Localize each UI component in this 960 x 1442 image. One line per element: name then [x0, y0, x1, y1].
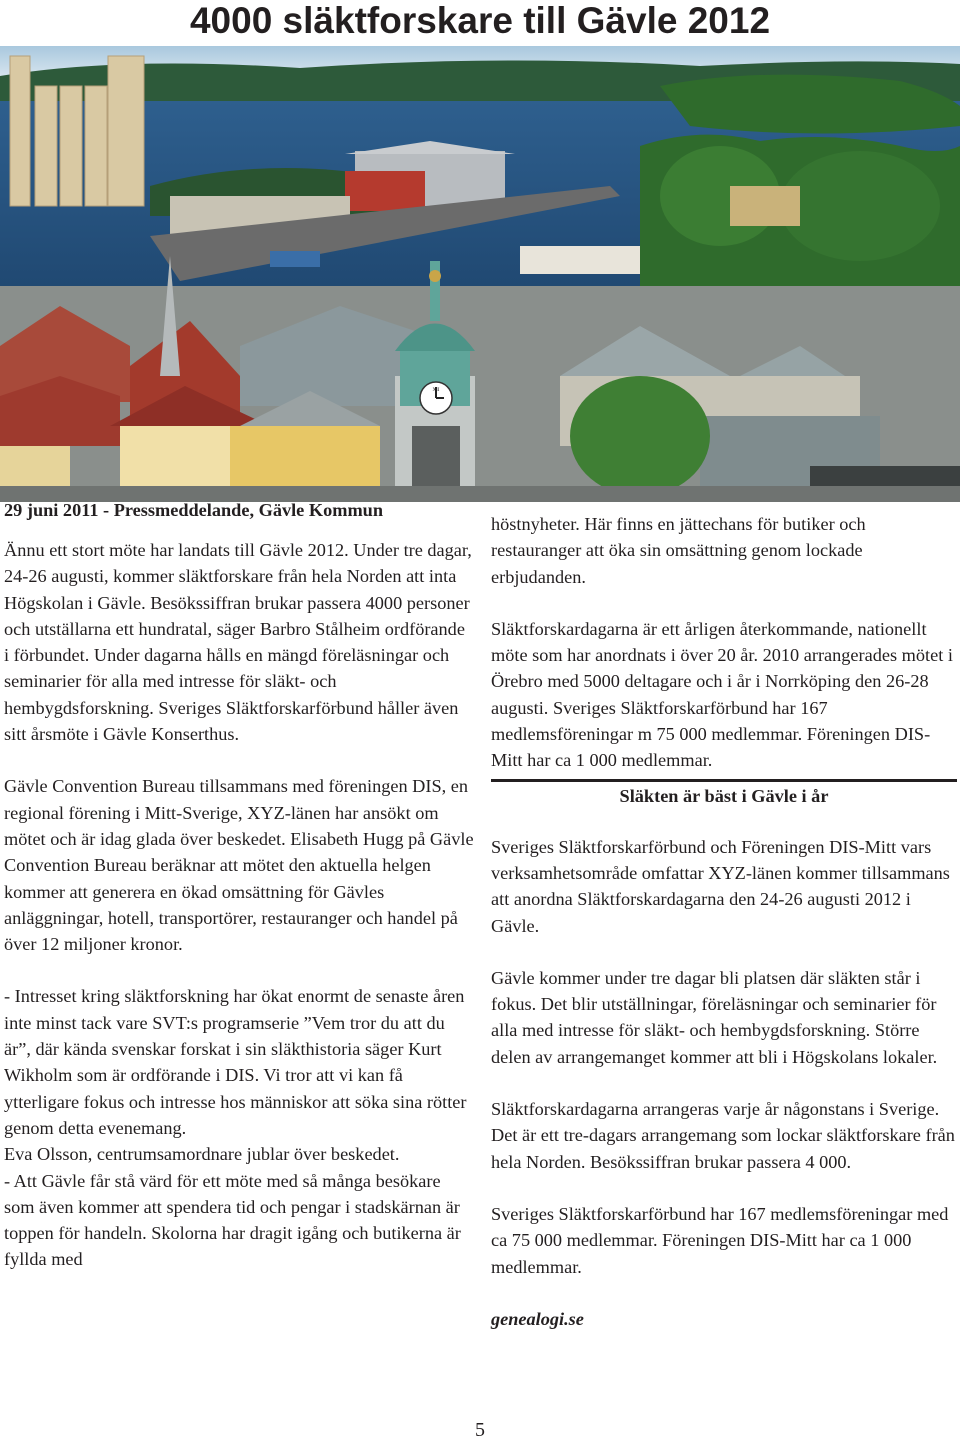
- right-column: [491, 511, 957, 1332]
- paragraph: - Att Gävle får stå värd för ett möte med så många besökare som även kommer att spendera tid och pengar i stadskärnan är toppen för handeln. Skolorna har dragit igång och butikerna är fyllda med: [4, 1170, 461, 1270]
- paragraph: höstnyheter. Här finns en jättechans för butiker och restauranger att öka sin omsättning genom lockade erbjudanden.: [491, 514, 866, 587]
- paragraph: Släktforskardagarna arrangeras varje år någonstans i Sverige. Det är ett tre-dagars arrangemang som lockar släktforskare från hela Norden. Besökssiffran brukar passera 4 000.: [491, 1099, 955, 1172]
- subheading: Släkten är bäst i Gävle i år: [491, 779, 957, 808]
- paragraph: - Intresset kring släktforskning har ökat enormt de senaste åren inte minst tack vare SVT:s programserie ”Vem tror du att du är”, där kända svenskar forskat i sin släkthistoria säger Kurt Wikholm som är ordförande i DIS. Vi tror att vi kan få ytterligare fokus och intresse hos människor att söka sina rötter genom detta evenemang.: [4, 986, 467, 1138]
- paragraph: Eva Olsson, centrumsamordnare jublar över beskedet.: [4, 1144, 400, 1165]
- paragraph: Gävle kommer under tre dagar bli platsen där släkten står i fokus. Det blir utställningar, föreläsningar och seminarier för alla med intresse för släkt- och hembygdsforskning. Större delen av arrangemanget kommer att bli i Högskolans lokaler.: [491, 967, 938, 1067]
- dateline: 29 juni 2011 - Pressmeddelande, Gävle Kommun: [4, 500, 384, 520]
- clock-face-numerals: XII: [432, 388, 440, 393]
- paragraph: Släktforskardagarna är ett årligen återkommande, nationellt möte som har anordnats i över 20 år. 2010 arrangerades mötet i Örebro med 5000 deltagare och i år i Norrköping den 26-28 augusti. Sveriges Släktforskarförbund har 167 medlemsföreningar m 75 000 medlemmar. Föreningen DIS-Mitt har ca 1 000 medlemmar.: [491, 618, 953, 771]
- paragraph: Sveriges Släktforskarförbund har 167 medlemsföreningar med ca 75 000 medlemmar. Föreningen DIS-Mitt har ca 1 000 medlemmar.: [491, 1203, 949, 1277]
- left-column: [4, 497, 474, 1273]
- harbor-cityscape-photo: [0, 46, 960, 502]
- paragraph: Gävle Convention Bureau tillsammans med föreningen DIS, en regional förening i Mitt-Sverige, XYZ-länen har ansökt om mötet och är idag glada över beskedet. Elisabeth Hugg på Gävle Convention Bureau beräknar att mötet den aktuella helgen kommer att generera en ökad omsättning för Gävles anläggningar, hotell, transportörer, restauranger och handel på över 12 miljoner kronor.: [4, 776, 474, 955]
- paragraph: Sveriges Släktforskarförbund och Föreningen DIS-Mitt vars verksamhetsområde omfattar XYZ-länen kommer tillsammans att anordna Släktforskardagarna den 24-26 augusti 2012 i Gävle.: [491, 836, 950, 936]
- source-signature: genealogi.se: [491, 1308, 584, 1329]
- page-title: 4000 släktforskare till Gävle 2012: [189, 0, 771, 41]
- page-number: 5: [475, 1419, 485, 1441]
- paragraph: Ännu ett stort möte har landats till Gävle 2012. Under tre dagar, 24-26 augusti, kommer släktforskare från hela Norden att inta Högskolan i Gävle. Besökssiffran brukar passera 4000 personer och utställarna ett hundratal, säger Barbro Stålheim ordförande i förbundet. Under dagarna hålls en mängd föreläsningar och seminarier för alla med intresse för släkt- och hembygdsforskning. Sveriges Släktforskarförbund håller även sitt årsmöte i Gävle Konserthus.: [4, 540, 472, 745]
